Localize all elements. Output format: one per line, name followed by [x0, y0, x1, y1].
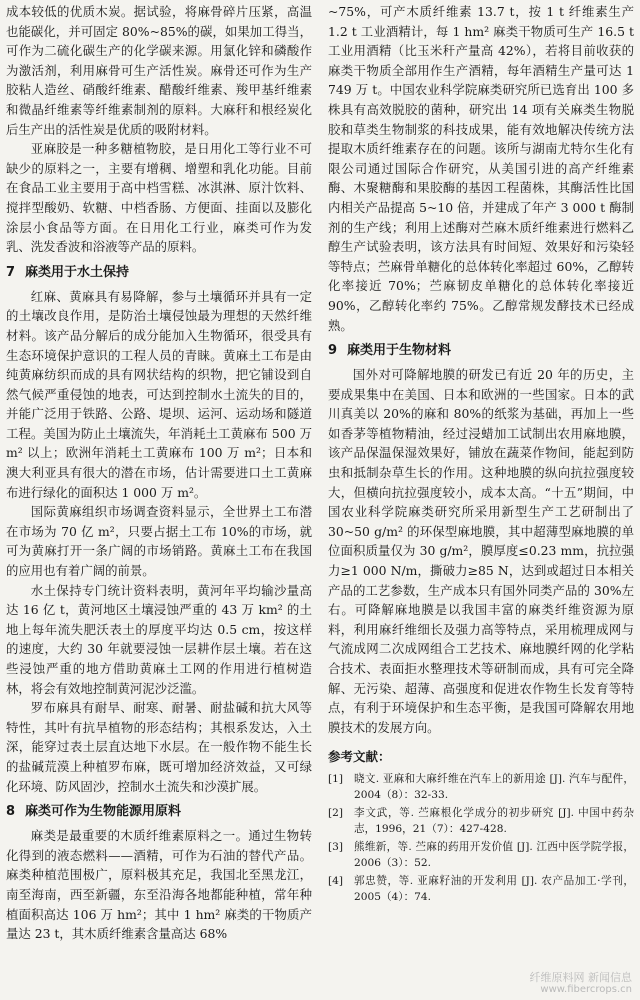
- section-8-heading: [6, 803, 312, 821]
- section-8-continued-paragraph: ~75%，可产木质纤维素 13.7 t，按 1 t 纤维素生产 1.2 t 工业酒精计，每 1 hm² 麻类干物质可生产 16.5 t 工业用酒精（比玉米秆产量高 42%），若将目前收获的麻类干物质全部用作生产酒精，每年酒精生产量可达 1 749 万 t。中国农业科学院麻类研究所已选育出 100 多株具有高效脱胶的菌种，研究出 14 项有关麻类生物脱胶和草类生物制浆的科技成果，能有效地解决传统方法提取木质纤维素存在的问题。该所与湖南尤特尔生化有限公司通过国际合作研究，从美国引进的高产纤维素酶、木聚糖酶和果胶酶的基因工程菌株，其酶活性比国内相关产品提高 5~10 倍，并建成了年产 3 000 t 酶制剂的生产线；利用上述酶对苎麻木质纤维素进行燃料乙醇生产试验表明，该方法具有时间短、效果好和污染轻等特点；苎麻骨单糖化的总体转化率超过 60%，乙醇转化率接近 70%；苎麻韧皮单糖化的总体转化率接近 90%，乙醇转化率约 75%。乙醇常规发酵技术已经成熟。: [328, 4, 634, 333]
- reference-item: [328, 839, 634, 871]
- watermark-chinese-text: 纤维原料网 新闻信息: [529, 971, 632, 984]
- section-number: 8: [6, 804, 16, 820]
- watermark-url-text: www.fibercrops.cn: [540, 984, 632, 995]
- reference-index: [4]: [328, 875, 344, 888]
- section-number: 9: [328, 343, 338, 359]
- reference-item: [328, 771, 634, 803]
- section-9-heading: [328, 342, 634, 360]
- reference-text: 熊维新，等. 苎麻的药用开发价值 [J]. 江西中医学院学报，2006（3）：52.: [354, 841, 634, 870]
- section-8-paragraph-1: 麻类是最重要的木质纤维素原料之一。通过生物转化得到的液态燃料——酒精，可作为石油的替代产品。麻类种植范围极广，原料极其充足，我国北至黑龙江，南至海南，西至新疆，东至沿海各地都能种植，常年种植面积高达 106 万 hm²；其中 1 hm² 麻类的干物质产量达 23 t，其木质纤维素含量高达 68%: [6, 828, 312, 942]
- section-title: 麻类用于生物材料: [347, 343, 452, 359]
- section-7-paragraph-3: 水土保持专门统计资料表明，黄河年平均输沙量高达 16 亿 t，黄河地区土壤浸蚀严重的 43 万 km² 的土地上每年流失肥沃表土的厚度平均达 0.5 cm，按这样的速度，大约 30 年就要浸蚀一层耕作层土壤。若在这些浸蚀严重的地方借助黄麻土工网的作用进行植树造林，将会有效地控制黄河泥沙泛滥。: [6, 582, 312, 696]
- section-7-paragraph-2: 国际黄麻组织市场调查资料显示，全世界土工布潜在市场为 70 亿 m²，只要占据土工布 10%的市场，就可为黄麻打开一条广阔的市场销路。黄麻土工布在我国的应用也有着广阔的前景。: [6, 504, 312, 579]
- left-column: [6, 2, 312, 944]
- intro-paragraph: 成本较低的优质木炭。据试验，将麻骨碎片压紧，高温也能碳化，并可固定 80%~85%的碳，如果加工得当，可作为二硫化碳生产的化学碳来源。用氯化锌和磷酸作为激活剂，利用麻骨可生产活性炭。麻骨还可作为生产胶粘人造丝、硝酸纤维素、醋酸纤维素、羧甲基纤维素和微晶纤维素等纤维素制剂的原料。大麻秆和根经炭化后生产出的活性炭是优质的吸附材料。: [6, 4, 312, 137]
- section-title: 麻类可作为生物能源用原料: [25, 804, 182, 820]
- reference-text: 晓文. 亚麻和大麻纤维在汽车上的新用途 [J]. 汽车与配件，2004（8）：32-33.: [354, 773, 634, 802]
- references-heading: 参考文献：: [328, 749, 391, 765]
- journal-page: [6, 2, 634, 998]
- flax-gum-paragraph: 亚麻胶是一种多糖植物胶，是日用化工等行业不可缺少的原料之一，主要有增稠、增塑和乳化功能。目前在食品工业主要用于高中档雪糕、冰淇淋、原汁饮料、搅拌型酸奶、软糖、中档香肠、方便面、挂面以及膨化涂层小食品等方面。在日用化工行业，麻类可作为发乳、洗发香波和浴液等产品的原料。: [6, 141, 312, 255]
- section-title: 麻类用于水土保持: [25, 264, 130, 280]
- reference-item: [328, 873, 634, 905]
- section-number: 7: [6, 264, 16, 280]
- reference-item: [328, 805, 634, 837]
- reference-index: [3]: [328, 841, 344, 854]
- reference-index: [1]: [328, 773, 344, 786]
- reference-text: 郭忠赞，等. 亚麻籽油的开发利用 [J]. 农产品加工·学刊，2005（4）：74.: [354, 875, 634, 904]
- site-watermark: [530, 971, 633, 996]
- reference-list: [328, 771, 634, 905]
- reference-text: 李文武，等. 苎麻根化学成分的初步研究 [J]. 中国中药杂志，1996，21（7）：427-428.: [354, 807, 634, 836]
- reference-index: [2]: [328, 807, 344, 820]
- section-7-heading: [6, 264, 312, 282]
- section-9-paragraph-1: 国外对可降解地膜的研发已有近 20 年的历史，主要成果集中在美国、日本和欧洲的一些国家。日本的武川真美以 20%的麻和 80%的纸浆为基础，再加上一些如香茅等植物精油，经过浸蜡加工试制出农用麻地膜，该产品保温保湿效果好，铺放在蔬菜作物间，能起到防虫和抵制杂草生长的作用。这种地膜的纵向抗拉强度较大，但横向抗拉强度较小，成本太高。“十五”期间，中国农业科学院麻类研究所采用新型生产工艺研制出了 30~50 g/m² 的环保型麻地膜，其中超薄型麻地膜的单位面积质量仅为 30 g/m²，膜厚度≤0.23 mm，抗拉强力≥1 000 N/m，撕破力≥85 N，达到或超过日本相关产品的工艺参数，生产成本只有国外同类产品的 30%左右。可降解麻地膜是以我国丰富的麻类纤维资源为原料，利用麻纤维细长及强力高等特点，采用梳理成网与气流成网二次成网组合工艺技术、麻地膜纤网的化学粘合技术、表面拒水整理技术等研制而成，具有可完全降解、无污染、超薄、高强度和促进农作物生长发育等特点，有利于环境保护和生态平衡，是我国可降解农用地膜技术的发展方向。: [328, 367, 634, 735]
- section-7-paragraph-4: 罗布麻具有耐旱、耐寒、耐暑、耐盐碱和抗大风等特性，其叶有抗旱植物的形态结构；其根系发达，入土深，能穿过表土层直达地下水层。在一般作物不能生长的盐碱荒漠上种植罗布麻，既可增加经济效益，又可绿化环境、防风固沙，控制水土流失和沙漠扩展。: [6, 700, 312, 794]
- section-7-paragraph-1: 红麻、黄麻具有易降解，参与土壤循环并具有一定的土壤改良作用，是防治土壤侵蚀最为理想的天然纤维材料。该产品分解后的成分能加入生物循环，很受具有生态环境保护意识的工程人员的青睐。黄麻土工布是由纯黄麻纺织而成的具有网状结构的织物，把它铺设到自然气候严重侵蚀的地表，可达到控制水土流失的目的，并能广泛用于铁路、公路、堤坝、运河、运动场和隧道工程。美国为防止土壤流失，年消耗土工黄麻布 500 万 m² 以上；欧洲年消耗土工黄麻布 100 万 m²；日本和澳大利亚具有很大的潜在市场，估计需要进口土工黄麻布进行绿化的面积达 1 000 万 m²。: [6, 288, 312, 500]
- right-column: [328, 2, 634, 907]
